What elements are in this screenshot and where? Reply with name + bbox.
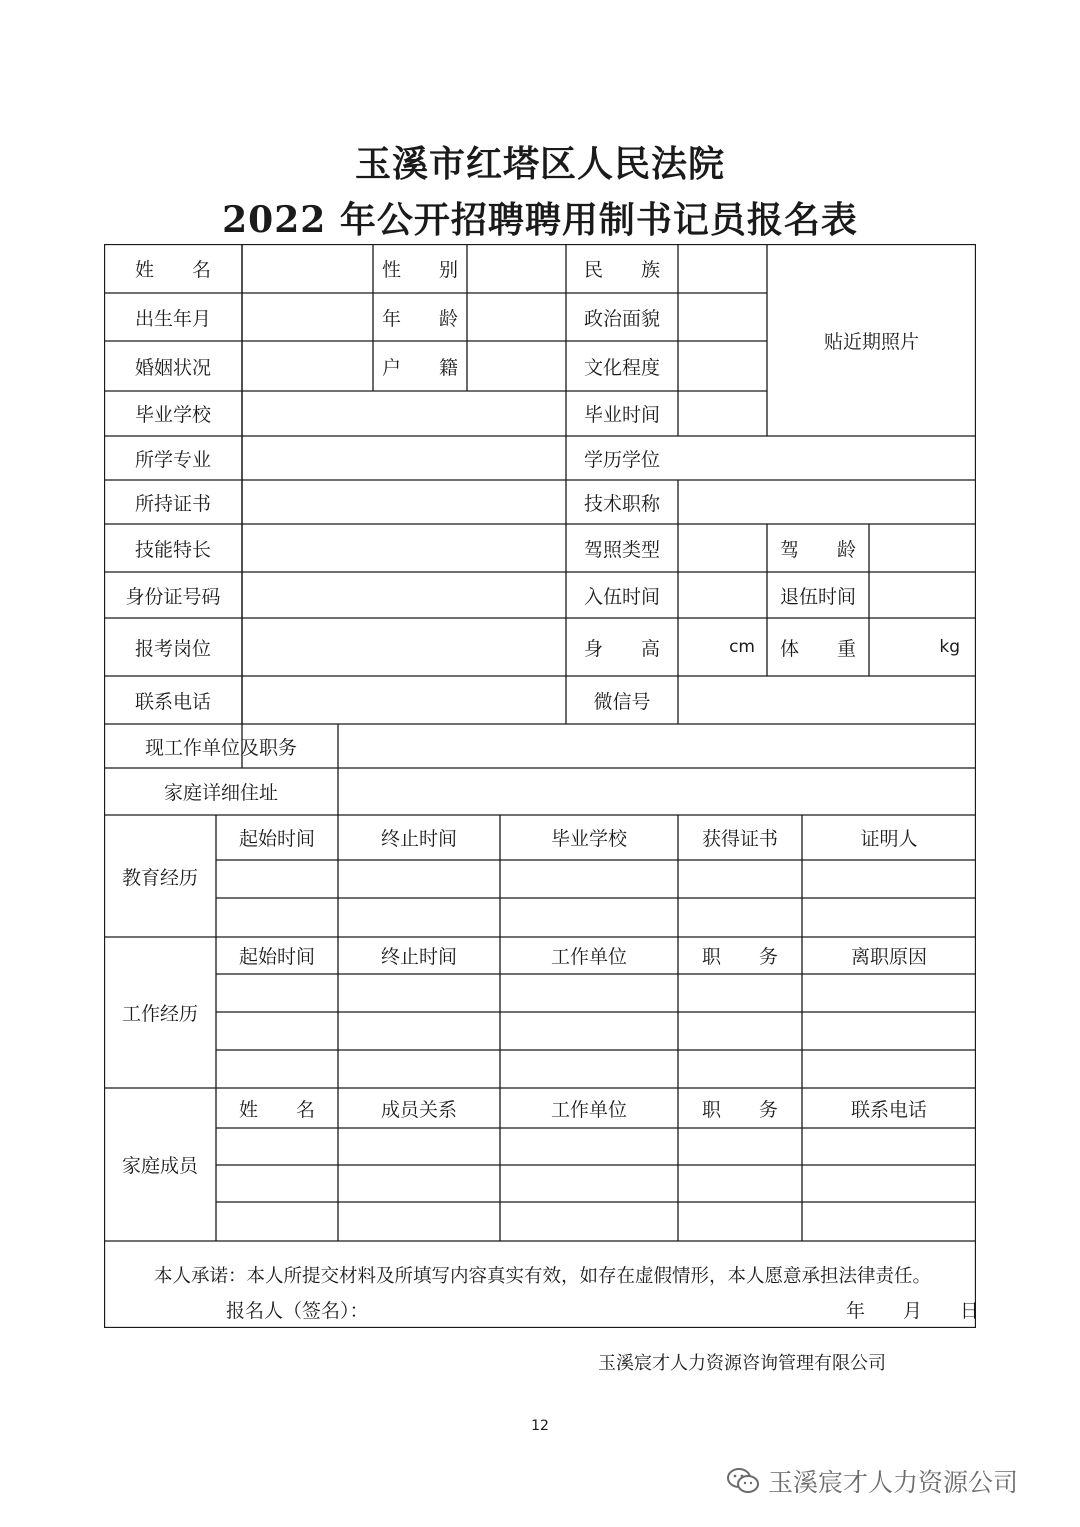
watermark-text: 玉溪宸才人力资源公司 (768, 1468, 1019, 1497)
label-enlist-time: 入伍时间 (583, 585, 660, 608)
family-header-employer: 工作单位 (550, 1098, 627, 1121)
education-header-start: 起始时间 (238, 828, 315, 850)
label-school: 毕业学校 (134, 404, 211, 426)
weight-field[interactable] (869, 618, 976, 676)
label-ethnicity: 民 族 (583, 259, 660, 281)
degree-field[interactable] (678, 436, 976, 480)
phone-field[interactable] (242, 676, 566, 724)
family-header-name: 姓 名 (238, 1098, 315, 1121)
height-field[interactable] (678, 618, 767, 676)
political-field[interactable] (678, 293, 767, 341)
id-number-field[interactable] (242, 572, 566, 618)
discharge-time-field[interactable] (869, 572, 976, 618)
current-job-field[interactable] (338, 724, 976, 768)
work-header-employer: 工作单位 (550, 946, 627, 968)
family-header-relation: 成员关系 (380, 1098, 457, 1121)
company-name: 玉溪宸才人力资源咨询管理有限公司 (598, 1353, 886, 1374)
page-number: 12 (531, 1418, 549, 1434)
label-phone: 联系电话 (134, 690, 211, 713)
ethnicity-field[interactable] (678, 244, 767, 293)
major-field[interactable] (242, 436, 566, 480)
label-age: 年 龄 (381, 307, 458, 330)
weight-unit: kg (939, 637, 960, 657)
label-major: 所学专业 (134, 448, 211, 471)
wechat-field[interactable] (678, 676, 976, 724)
label-education-level: 文化程度 (583, 356, 660, 379)
education-header-certificate: 获得证书 (701, 828, 778, 850)
grad-time-field[interactable] (678, 391, 767, 436)
watermark (726, 1463, 1018, 1499)
education-header-witness: 证明人 (860, 828, 918, 850)
label-political: 政治面貌 (583, 307, 660, 330)
label-marital: 婚姻状况 (134, 356, 211, 379)
work-section-label: 工作经历 (121, 1003, 198, 1025)
label-height: 身 高 (583, 637, 660, 660)
education-section-label: 教育经历 (121, 866, 198, 889)
pledge-text: 本人承诺：本人所提交材料及所填写内容真实有效，如存在虚假情形，本人愿意承担法律责任。 (154, 1266, 932, 1287)
signature-label: 报名人（签名）： (226, 1300, 369, 1322)
label-name: 姓 名 (134, 259, 211, 281)
label-id-number: 身份证号码 (125, 585, 221, 608)
label-address: 家庭详细住址 (163, 782, 278, 804)
skills-field[interactable] (242, 524, 566, 572)
education-header-end: 终止时间 (380, 828, 457, 850)
label-skills: 技能特长 (134, 538, 211, 561)
label-current-job: 现工作单位及职务 (144, 736, 297, 759)
height-unit: cm (729, 637, 755, 657)
family-header-duty: 职 务 (701, 1098, 778, 1121)
label-birth: 出生年月 (134, 307, 211, 330)
hukou-field[interactable] (467, 341, 566, 391)
photo-box[interactable]: 贴近期照片 (823, 330, 919, 353)
title-field[interactable] (678, 480, 976, 524)
family-section-label: 家庭成员 (121, 1155, 198, 1177)
position-field[interactable] (242, 618, 566, 676)
label-discharge-time: 退伍时间 (779, 585, 856, 608)
label-grad-time: 毕业时间 (583, 404, 660, 426)
work-header-start: 起始时间 (238, 946, 315, 968)
label-driving-years: 驾 龄 (779, 538, 856, 561)
registration-form (104, 244, 980, 1328)
birth-field[interactable] (242, 293, 373, 341)
label-position: 报考岗位 (134, 637, 211, 660)
label-weight: 体 重 (779, 637, 856, 660)
work-header-end: 终止时间 (380, 946, 457, 968)
work-header-duty: 职 务 (701, 946, 778, 968)
form-subtitle: 2022 年公开招聘聘用制书记员报名表 (222, 199, 858, 241)
address-field[interactable] (338, 768, 976, 815)
education-level-field[interactable] (678, 341, 767, 391)
enlist-time-field[interactable] (678, 572, 767, 618)
wechat-icon (726, 1466, 760, 1496)
license-type-field[interactable] (678, 524, 767, 572)
label-degree: 学历学位 (583, 448, 660, 471)
label-wechat: 微信号 (593, 690, 651, 713)
label-gender: 性 别 (381, 259, 458, 281)
signature-date: 年 月 日 (846, 1300, 980, 1322)
family-header-phone: 联系电话 (850, 1098, 927, 1121)
marital-field[interactable] (242, 341, 373, 391)
school-field[interactable] (242, 391, 566, 436)
label-hukou: 户 籍 (381, 356, 458, 379)
driving-years-field[interactable] (869, 524, 976, 572)
work-header-leave-reason: 离职原因 (850, 946, 927, 968)
age-field[interactable] (467, 293, 566, 341)
label-title: 技术职称 (583, 492, 660, 515)
gender-field[interactable] (467, 244, 566, 293)
form-title: 玉溪市红塔区人民法院 (354, 143, 725, 185)
label-license-type: 驾照类型 (583, 538, 660, 561)
education-header-school: 毕业学校 (550, 828, 627, 850)
name-field[interactable] (242, 244, 373, 293)
certificates-field[interactable] (242, 480, 566, 524)
label-certificates: 所持证书 (134, 492, 211, 515)
